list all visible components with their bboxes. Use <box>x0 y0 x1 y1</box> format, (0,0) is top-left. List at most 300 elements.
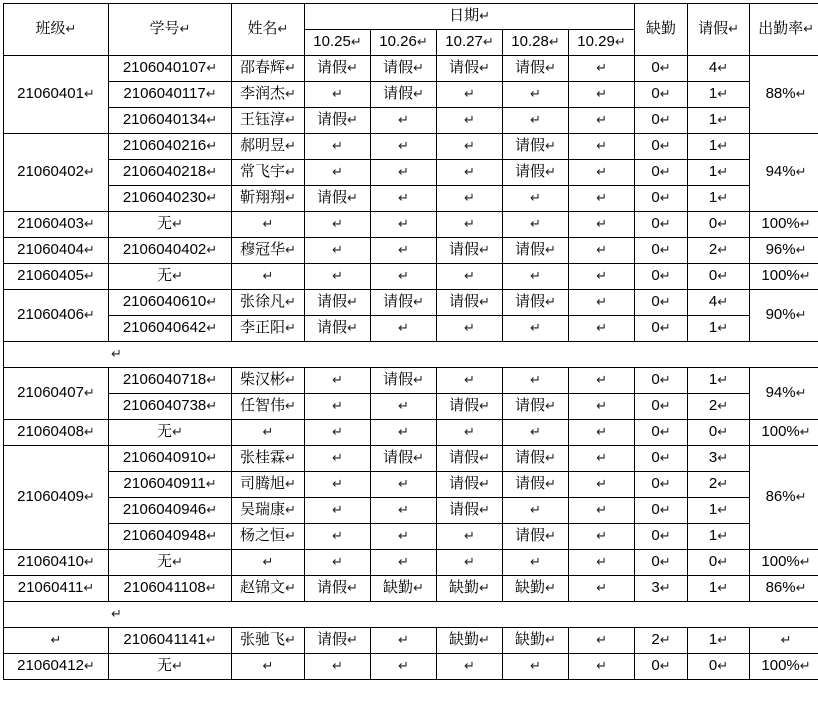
return-mark-icon: ↵ <box>545 580 556 596</box>
table-row <box>4 472 818 498</box>
table-header <box>4 4 818 56</box>
return-mark-icon: ↵ <box>479 502 490 518</box>
cell-class-text: 21060410 <box>17 553 84 571</box>
cell-absent <box>635 212 688 238</box>
return-mark-icon: ↵ <box>83 424 95 440</box>
return-mark-icon: ↵ <box>596 528 607 544</box>
cell-date-0-text: 请假 <box>317 631 348 649</box>
return-mark-icon: ↵ <box>717 658 729 674</box>
return-mark-icon: ↵ <box>530 372 541 388</box>
cell-absent-text: 0 <box>651 241 660 259</box>
cell-date-3 <box>503 498 569 524</box>
return-mark-icon: ↵ <box>659 554 671 570</box>
cell-absent <box>635 654 688 680</box>
return-mark-icon: ↵ <box>659 424 671 440</box>
return-mark-icon: ↵ <box>596 320 607 336</box>
cell-student-id <box>109 82 232 108</box>
cell-class <box>4 628 109 654</box>
cell-class-text: 21060408 <box>17 423 84 441</box>
cell-name <box>232 472 305 498</box>
cell-date-1 <box>371 134 437 160</box>
return-mark-icon: ↵ <box>717 450 729 466</box>
return-mark-icon: ↵ <box>83 554 95 570</box>
return-mark-icon: ↵ <box>398 658 409 674</box>
return-mark-icon: ↵ <box>277 21 289 37</box>
cell-name <box>232 628 305 654</box>
cell-date-1 <box>371 550 437 576</box>
cell-name-text: 张桂霖 <box>240 449 286 467</box>
cell-student-id <box>109 628 232 654</box>
cell-student-id <box>109 446 232 472</box>
cell-leave-text: 1 <box>708 85 718 103</box>
cell-rate-text: 86% <box>765 488 796 506</box>
return-mark-icon: ↵ <box>530 112 541 128</box>
return-mark-icon: ↵ <box>398 164 409 180</box>
return-mark-icon: ↵ <box>659 398 671 414</box>
return-mark-icon: ↵ <box>332 502 343 518</box>
return-mark-icon: ↵ <box>111 346 122 362</box>
return-mark-icon: ↵ <box>347 632 358 648</box>
return-mark-icon: ↵ <box>205 632 217 648</box>
return-mark-icon: ↵ <box>795 385 807 401</box>
cell-date-0 <box>305 446 371 472</box>
cell-leave-text: 2 <box>708 397 718 415</box>
cell-date-4 <box>569 368 635 394</box>
cell-date-4 <box>569 654 635 680</box>
return-mark-icon: ↵ <box>545 476 556 492</box>
cell-class <box>4 420 109 446</box>
cell-leave <box>688 576 750 602</box>
cell-student-id-text: 2106040216 <box>122 137 207 155</box>
return-mark-icon: ↵ <box>596 398 607 414</box>
return-mark-icon: ↵ <box>717 476 729 492</box>
cell-student-id-text: 无 <box>157 267 173 285</box>
cell-leave <box>688 498 750 524</box>
cell-leave <box>688 472 750 498</box>
cell-leave <box>688 56 750 82</box>
return-mark-icon: ↵ <box>172 554 183 570</box>
cell-absent-text: 0 <box>651 293 660 311</box>
return-mark-icon: ↵ <box>799 658 811 674</box>
return-mark-icon: ↵ <box>398 320 409 336</box>
table-row <box>4 368 818 394</box>
return-mark-icon: ↵ <box>398 476 409 492</box>
return-mark-icon: ↵ <box>332 476 343 492</box>
cell-date-4 <box>569 290 635 316</box>
return-mark-icon: ↵ <box>596 580 607 596</box>
cell-date-1 <box>371 446 437 472</box>
cell-date-3 <box>503 238 569 264</box>
cell-name <box>232 134 305 160</box>
cell-name <box>232 264 305 290</box>
return-mark-icon: ↵ <box>596 294 607 310</box>
cell-rate-text: 100% <box>761 267 800 285</box>
return-mark-icon: ↵ <box>717 580 729 596</box>
header-row-top <box>4 4 818 30</box>
cell-date-3-text: 请假 <box>515 137 546 155</box>
cell-leave <box>688 446 750 472</box>
cell-date-1 <box>371 108 437 134</box>
cell-name-text: 杨之恒 <box>240 527 286 545</box>
cell-date-3 <box>503 108 569 134</box>
cell-date-2 <box>437 316 503 342</box>
cell-date-4 <box>569 316 635 342</box>
return-mark-icon: ↵ <box>413 450 424 466</box>
cell-leave <box>688 186 750 212</box>
return-mark-icon: ↵ <box>596 216 607 232</box>
cell-date-1-text: 请假 <box>383 371 414 389</box>
return-mark-icon: ↵ <box>717 86 729 102</box>
cell-leave <box>688 550 750 576</box>
return-mark-icon: ↵ <box>262 268 274 284</box>
return-mark-icon: ↵ <box>717 398 729 414</box>
cell-student-id <box>109 316 232 342</box>
return-mark-icon: ↵ <box>530 554 541 570</box>
cell-absent <box>635 290 688 316</box>
cell-leave-text: 0 <box>708 215 718 233</box>
table-row <box>4 524 818 550</box>
return-mark-icon: ↵ <box>332 86 343 102</box>
return-mark-icon: ↵ <box>548 34 560 50</box>
cell-date-2 <box>437 472 503 498</box>
return-mark-icon: ↵ <box>285 372 296 388</box>
return-mark-icon: ↵ <box>596 60 607 76</box>
cell-absent-text: 0 <box>651 371 660 389</box>
cell-date-3 <box>503 316 569 342</box>
return-mark-icon: ↵ <box>285 242 296 258</box>
cell-name <box>232 654 305 680</box>
cell-leave <box>688 82 750 108</box>
cell-class-text: 21060407 <box>17 384 84 402</box>
return-mark-icon: ↵ <box>83 307 95 323</box>
cell-leave-text: 2 <box>708 475 718 493</box>
return-mark-icon: ↵ <box>65 21 77 37</box>
cell-date-1-text: 缺勤 <box>383 579 414 597</box>
cell-date-3 <box>503 576 569 602</box>
cell-absent <box>635 56 688 82</box>
cell-name <box>232 576 305 602</box>
cell-date-3 <box>503 160 569 186</box>
cell-date-1 <box>371 316 437 342</box>
cell-name-text: 李润杰 <box>240 85 286 103</box>
cell-absent-text: 0 <box>651 553 660 571</box>
cell-date-2 <box>437 238 503 264</box>
return-mark-icon: ↵ <box>530 502 541 518</box>
cell-leave-text: 1 <box>708 111 718 129</box>
return-mark-icon: ↵ <box>659 372 671 388</box>
cell-class-text: 21060405 <box>17 267 84 285</box>
return-mark-icon: ↵ <box>262 554 274 570</box>
return-mark-icon: ↵ <box>530 424 541 440</box>
cell-date-0 <box>305 82 371 108</box>
return-mark-icon: ↵ <box>545 632 556 648</box>
cell-date-2 <box>437 160 503 186</box>
cell-date-0 <box>305 316 371 342</box>
return-mark-icon: ↵ <box>83 216 95 232</box>
cell-student-id <box>109 420 232 446</box>
cell-student-id-text: 2106040910 <box>122 449 207 467</box>
return-mark-icon: ↵ <box>83 658 95 674</box>
cell-leave <box>688 108 750 134</box>
return-mark-icon: ↵ <box>659 86 671 102</box>
cell-leave <box>688 316 750 342</box>
return-mark-icon: ↵ <box>398 112 409 128</box>
cell-date-1 <box>371 420 437 446</box>
cell-class <box>4 238 109 264</box>
cell-rate <box>750 290 818 342</box>
cell-absent-text: 0 <box>651 449 660 467</box>
table-row <box>4 550 818 576</box>
return-mark-icon: ↵ <box>545 294 556 310</box>
return-mark-icon: ↵ <box>285 632 296 648</box>
return-mark-icon: ↵ <box>803 21 814 37</box>
return-mark-icon: ↵ <box>206 190 218 206</box>
cell-leave <box>688 212 750 238</box>
cell-absent <box>635 498 688 524</box>
cell-name <box>232 186 305 212</box>
cell-absent <box>635 108 688 134</box>
return-mark-icon: ↵ <box>172 216 183 232</box>
cell-date-2-text: 缺勤 <box>449 631 480 649</box>
return-mark-icon: ↵ <box>206 528 218 544</box>
cell-date-4 <box>569 264 635 290</box>
table-row <box>4 160 818 186</box>
return-mark-icon: ↵ <box>659 476 671 492</box>
return-mark-icon: ↵ <box>285 502 296 518</box>
return-mark-icon: ↵ <box>285 112 296 128</box>
return-mark-icon: ↵ <box>596 658 607 674</box>
return-mark-icon: ↵ <box>347 294 358 310</box>
cell-name <box>232 238 305 264</box>
return-mark-icon: ↵ <box>795 489 807 505</box>
return-mark-icon: ↵ <box>464 138 475 154</box>
cell-date-1 <box>371 576 437 602</box>
cell-date-1 <box>371 498 437 524</box>
header-date-0: 10.25↵ <box>305 30 371 56</box>
return-mark-icon: ↵ <box>659 242 671 258</box>
cell-date-3 <box>503 550 569 576</box>
cell-absent <box>635 472 688 498</box>
return-mark-icon: ↵ <box>347 190 358 206</box>
cell-leave-text: 0 <box>708 553 718 571</box>
cell-date-2-text: 请假 <box>449 241 480 259</box>
return-mark-icon: ↵ <box>347 112 358 128</box>
cell-date-3 <box>503 134 569 160</box>
cell-date-1 <box>371 472 437 498</box>
cell-leave <box>688 160 750 186</box>
cell-rate <box>750 446 818 550</box>
cell-date-2-text: 请假 <box>449 397 480 415</box>
cell-class <box>4 576 109 602</box>
cell-rate-text: 94% <box>765 384 796 402</box>
cell-date-3-text: 请假 <box>515 241 546 259</box>
cell-date-0 <box>305 498 371 524</box>
return-mark-icon: ↵ <box>83 489 95 505</box>
table-row <box>4 654 818 680</box>
return-mark-icon: ↵ <box>398 216 409 232</box>
header-date-4: 10.29↵ <box>569 30 635 56</box>
cell-leave <box>688 368 750 394</box>
return-mark-icon: ↵ <box>479 398 490 414</box>
return-mark-icon: ↵ <box>717 112 729 128</box>
return-mark-icon: ↵ <box>596 190 607 206</box>
return-mark-icon: ↵ <box>799 554 811 570</box>
table-body <box>4 56 818 680</box>
cell-student-id <box>109 134 232 160</box>
return-mark-icon: ↵ <box>347 580 358 596</box>
cell-date-0 <box>305 394 371 420</box>
return-mark-icon: ↵ <box>332 398 343 414</box>
cell-name <box>232 108 305 134</box>
cell-class-text: 21060411 <box>17 579 84 597</box>
return-mark-icon: ↵ <box>83 164 95 180</box>
cell-student-id-text: 无 <box>157 553 173 571</box>
return-mark-icon: ↵ <box>728 21 739 37</box>
cell-rate <box>750 238 818 264</box>
cell-absent <box>635 264 688 290</box>
cell-rate <box>750 654 818 680</box>
header-date-1: 10.26↵ <box>371 30 437 56</box>
cell-student-id-text: 2106040107 <box>122 59 207 77</box>
return-mark-icon: ↵ <box>596 502 607 518</box>
cell-rate <box>750 420 818 446</box>
cell-class-text: 21060404 <box>17 241 84 259</box>
cell-absent-text: 0 <box>651 267 660 285</box>
return-mark-icon: ↵ <box>545 60 556 76</box>
cell-date-3 <box>503 628 569 654</box>
cell-date-4 <box>569 212 635 238</box>
cell-name <box>232 82 305 108</box>
cell-student-id <box>109 212 232 238</box>
cell-rate <box>750 628 818 654</box>
header-absent: 缺勤 <box>635 4 688 56</box>
cell-date-1-text: 请假 <box>383 449 414 467</box>
return-mark-icon: ↵ <box>285 190 296 206</box>
cell-date-4 <box>569 134 635 160</box>
return-mark-icon: ↵ <box>464 86 475 102</box>
cell-date-0 <box>305 628 371 654</box>
cell-class <box>4 654 109 680</box>
return-mark-icon: ↵ <box>398 554 409 570</box>
cell-date-2 <box>437 498 503 524</box>
return-mark-icon: ↵ <box>596 242 607 258</box>
return-mark-icon: ↵ <box>285 164 296 180</box>
cell-absent <box>635 524 688 550</box>
cell-leave <box>688 420 750 446</box>
cell-class <box>4 56 109 134</box>
return-mark-icon: ↵ <box>111 606 122 622</box>
cell-name-text: 靳翔翔 <box>240 189 286 207</box>
return-mark-icon: ↵ <box>206 320 218 336</box>
cell-date-4 <box>569 82 635 108</box>
return-mark-icon: ↵ <box>206 450 218 466</box>
cell-leave-text: 1 <box>708 501 718 519</box>
cell-absent-text: 0 <box>651 657 660 675</box>
cell-date-1 <box>371 160 437 186</box>
return-mark-icon: ↵ <box>398 502 409 518</box>
cell-date-2-text: 请假 <box>449 475 480 493</box>
cell-absent <box>635 160 688 186</box>
return-mark-icon: ↵ <box>795 164 807 180</box>
cell-date-0 <box>305 524 371 550</box>
cell-leave-text: 4 <box>708 293 718 311</box>
table-row <box>4 420 818 446</box>
return-mark-icon: ↵ <box>530 268 541 284</box>
return-mark-icon: ↵ <box>413 86 424 102</box>
return-mark-icon: ↵ <box>206 372 218 388</box>
cell-student-id-text: 2106041141 <box>123 631 206 649</box>
cell-student-id-text: 2106040230 <box>122 189 207 207</box>
return-mark-icon: ↵ <box>659 60 671 76</box>
cell-name-text: 邵春辉 <box>240 59 286 77</box>
cell-rate-text: 100% <box>761 553 800 571</box>
return-mark-icon: ↵ <box>332 528 343 544</box>
cell-date-4 <box>569 420 635 446</box>
return-mark-icon: ↵ <box>464 554 475 570</box>
return-mark-icon: ↵ <box>413 294 424 310</box>
cell-absent <box>635 394 688 420</box>
return-mark-icon: ↵ <box>659 632 671 648</box>
cell-date-4 <box>569 524 635 550</box>
cell-date-3-text: 请假 <box>515 527 546 545</box>
return-mark-icon: ↵ <box>530 216 541 232</box>
cell-date-0 <box>305 186 371 212</box>
return-mark-icon: ↵ <box>659 528 671 544</box>
return-mark-icon: ↵ <box>479 632 490 648</box>
cell-leave-text: 0 <box>708 423 718 441</box>
cell-date-3 <box>503 420 569 446</box>
cell-name <box>232 290 305 316</box>
cell-date-0 <box>305 160 371 186</box>
cell-date-1 <box>371 290 437 316</box>
table-row <box>4 238 818 264</box>
cell-leave-text: 1 <box>708 319 718 337</box>
cell-leave-text: 0 <box>708 657 718 675</box>
return-mark-icon: ↵ <box>596 268 607 284</box>
cell-name-text: 赵锦文 <box>240 579 286 597</box>
cell-student-id-text: 2106040718 <box>122 371 207 389</box>
return-mark-icon: ↵ <box>659 580 671 596</box>
cell-rate <box>750 134 818 212</box>
return-mark-icon: ↵ <box>717 216 729 232</box>
cell-date-0 <box>305 56 371 82</box>
return-mark-icon: ↵ <box>206 164 218 180</box>
return-mark-icon: ↵ <box>413 580 424 596</box>
return-mark-icon: ↵ <box>206 60 218 76</box>
cell-name-text: 郝明昱 <box>240 137 286 155</box>
return-mark-icon: ↵ <box>614 34 626 50</box>
return-mark-icon: ↵ <box>262 216 274 232</box>
cell-student-id <box>109 394 232 420</box>
cell-class-text: 21060406 <box>17 306 84 324</box>
cell-class <box>4 264 109 290</box>
cell-date-3 <box>503 368 569 394</box>
cell-date-3-text: 请假 <box>515 59 546 77</box>
cell-date-3-text: 请假 <box>515 449 546 467</box>
cell-date-1 <box>371 394 437 420</box>
cell-date-1 <box>371 186 437 212</box>
cell-date-3 <box>503 82 569 108</box>
cell-leave <box>688 524 750 550</box>
cell-date-4 <box>569 498 635 524</box>
cell-leave <box>688 238 750 264</box>
cell-class-text: 21060402 <box>17 163 84 181</box>
cell-date-3-text: 请假 <box>515 475 546 493</box>
cell-date-1 <box>371 628 437 654</box>
return-mark-icon: ↵ <box>285 60 296 76</box>
cell-date-2-text: 请假 <box>449 501 480 519</box>
cell-date-1-text: 请假 <box>383 293 414 311</box>
